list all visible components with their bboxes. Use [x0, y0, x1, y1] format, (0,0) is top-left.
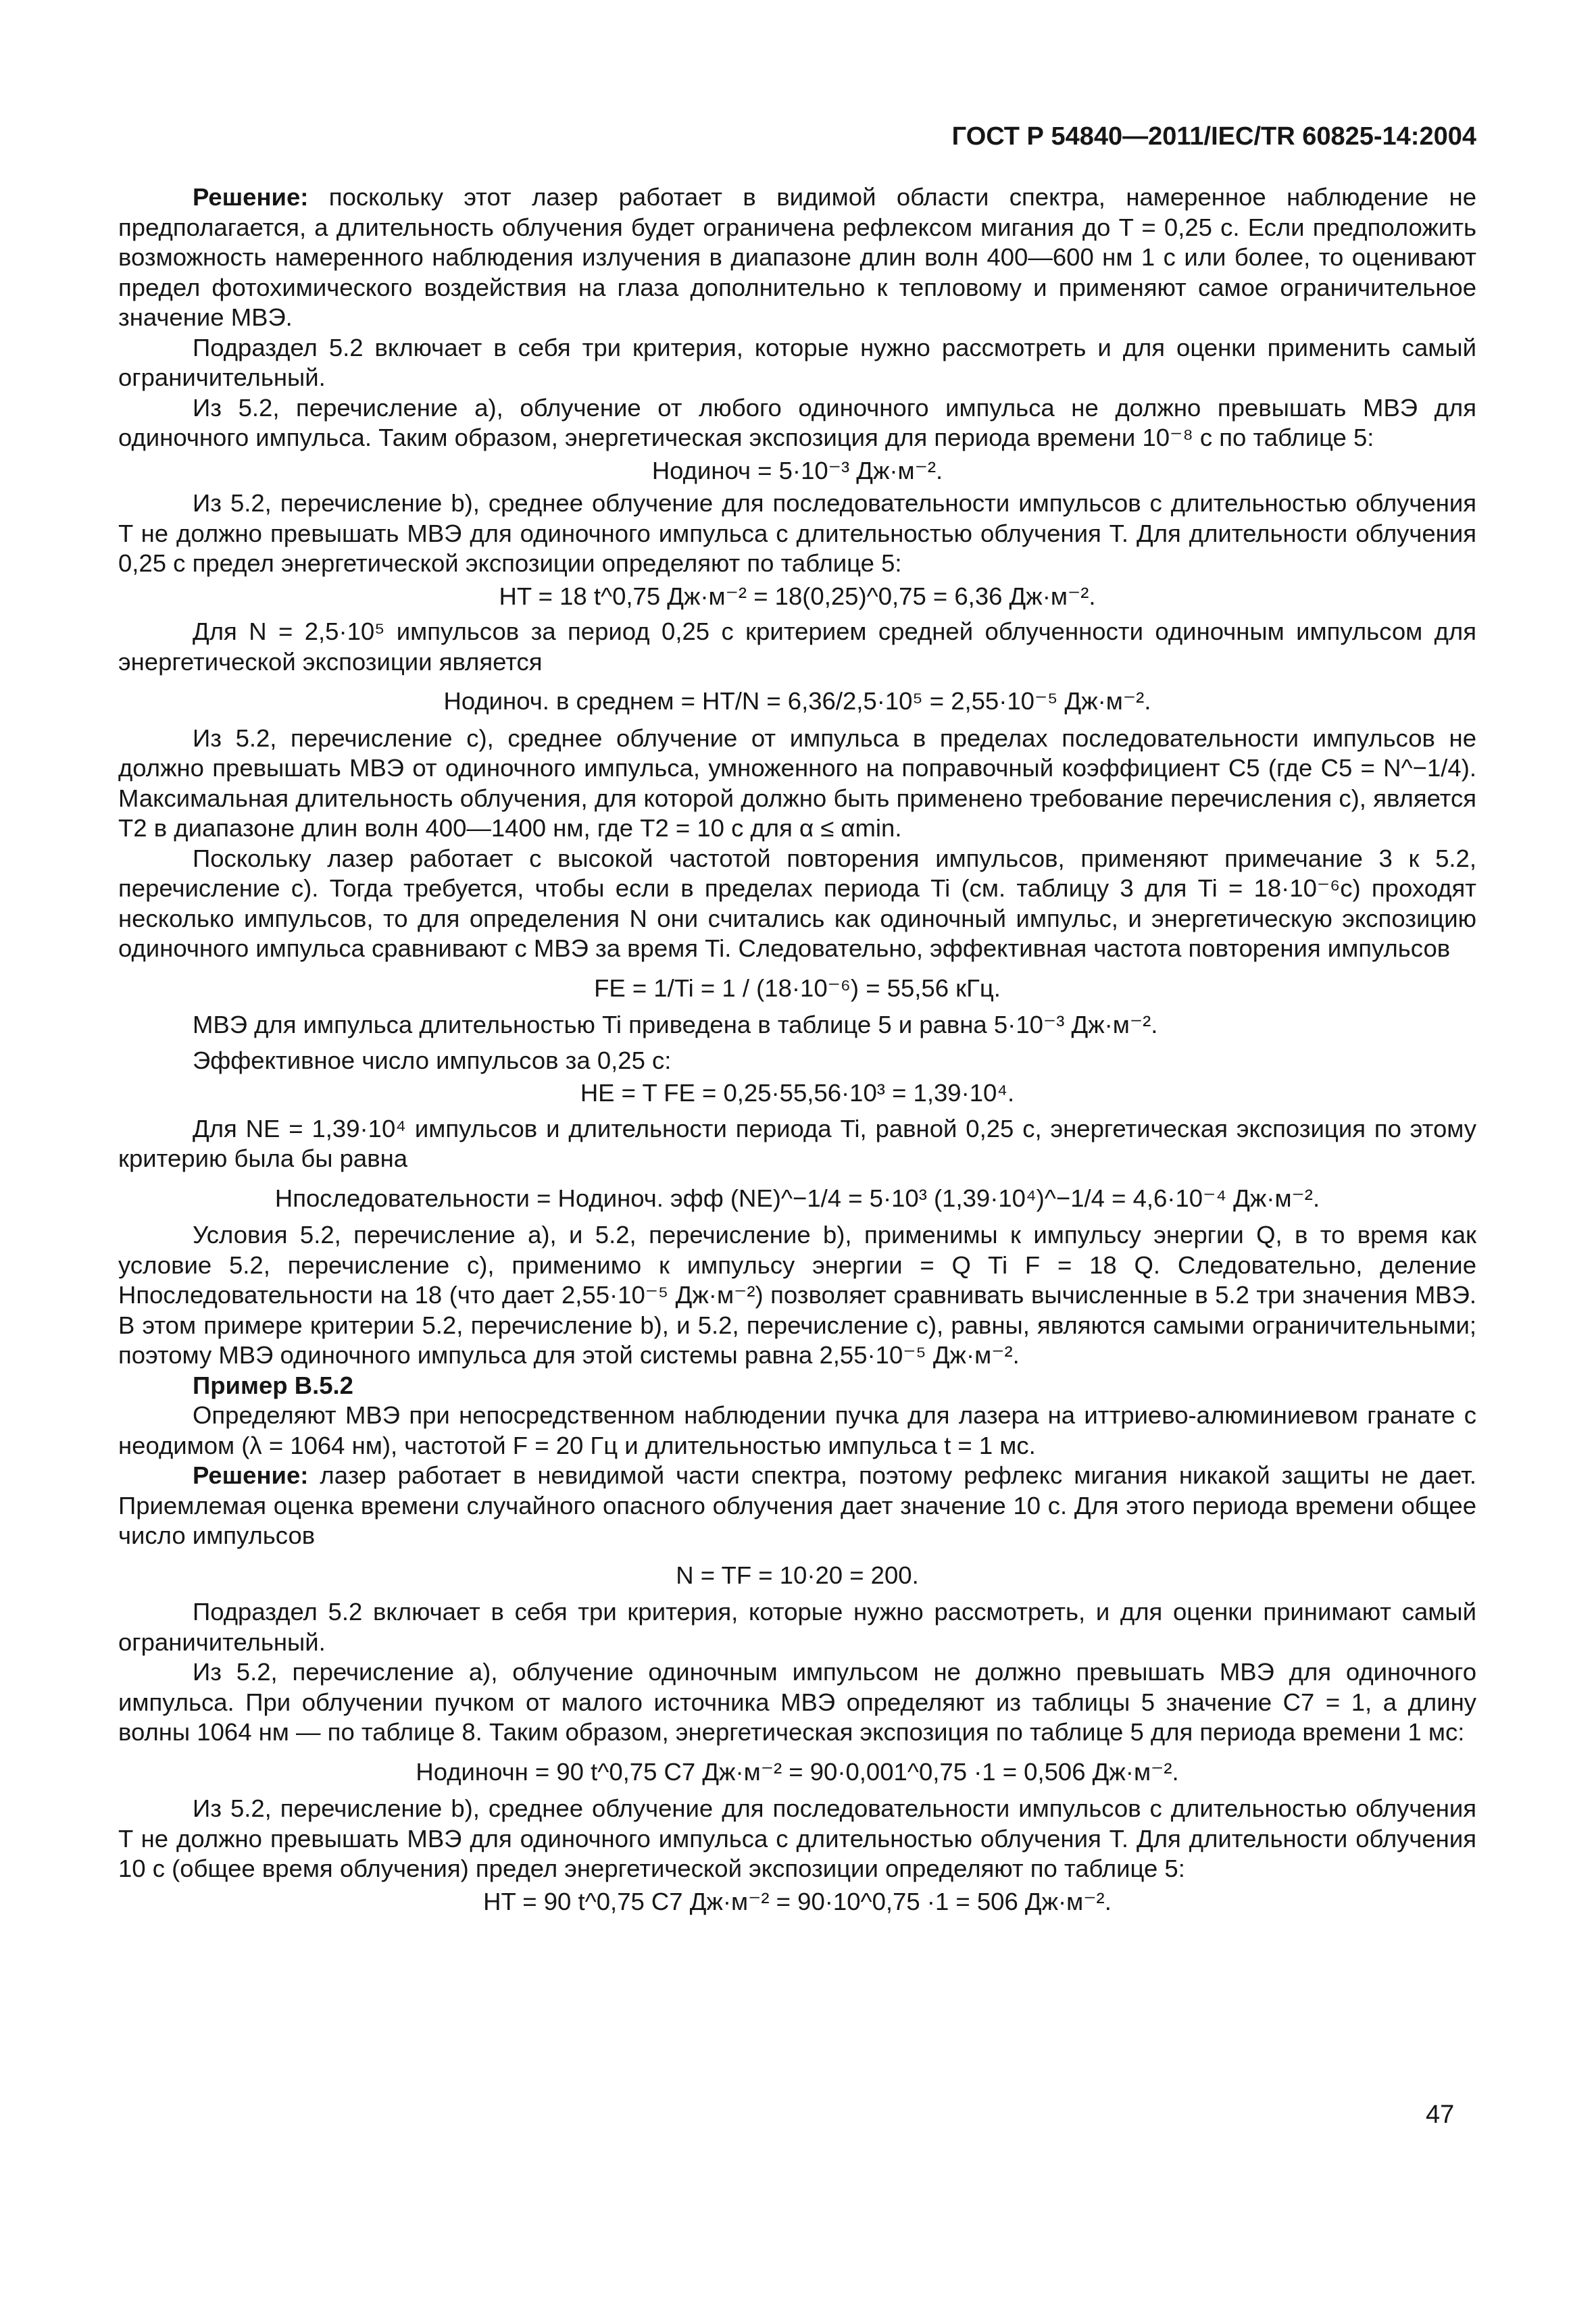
formula-6: Hпоследовательности = Hодиноч. эфф (NE)^−1/4 = 5·10³ (1,39·10⁴)^−1/4 = 4,6·10⁻⁴ Дж·м⁻².	[274, 1184, 1320, 1212]
formula-7: N = TF = 10·20 = 200.	[676, 1561, 919, 1589]
paragraph-9: Эффективное число импульсов за 0,25 с:	[193, 1046, 672, 1074]
paragraph-15: Из 5.2, перечисление a), облучение одиночным импульсом не должно превышать МВЭ для одиночного импульса. При облучении пучком от малого источника МВЭ определяют из таблицы 5 значение C7 = 1, а длину волны 1064 нм — по таблице 8. Таким образом, энергетическая экспозиция по таблице 5 для периода времени 1 мс:	[118, 1658, 1476, 1746]
paragraph-6: Из 5.2, перечисление c), среднее облучение от импульса в пределах последовательности импульсов не должно превышать МВЭ от одиночного импульса, умноженного на поправочный коэффициент C5 (где C5 = N^−1/4). Максимальная длительность облучения, для которой должно быть применено требование перечисления c), является T2 в диапазоне длин волн 400—1400 нм, где T2 = 10 с для α ≤ αmin.	[118, 724, 1476, 842]
formula-8: Hодиночн = 90 t^0,75 C7 Дж·м⁻² = 90·0,001^0,75 ·1 = 0,506 Дж·м⁻².	[416, 1757, 1179, 1786]
paragraph-13	[118, 1461, 1476, 1551]
solution-label: Решение:	[193, 183, 309, 211]
page-number: 47	[1426, 2101, 1455, 2129]
paragraph-1	[118, 182, 1476, 333]
paragraph-3: Из 5.2, перечисление a), облучение от любого одиночного импульса не должно превышать МВЭ для одиночного импульса. Таким образом, энергетическая экспозиция для периода времени 10⁻⁸ с по таблице 5:	[118, 393, 1476, 451]
paragraph-11: Условия 5.2, перечисление a), и 5.2, перечисление b), применимы к импульсу энергии Q, в то время как условие 5.2, перечисление c), применимо к импульсу энергии = Q Ti F = 18 Q. Следовательно, деление Hпоследовательности на 18 (что дает 2,55·10⁻⁵ Дж·м⁻²) позволяет сравнивать вычисленные в 5.2 три значения МВЭ. В этом примере критерии 5.2, перечисление b), и 5.2, перечисление c), равны, являются самыми ограничительными; поэтому МВЭ одиночного импульса для этой системы равна 2,55·10⁻⁵ Дж·м⁻².	[118, 1221, 1476, 1369]
formula-2: HT = 18 t^0,75 Дж·м⁻² = 18(0,25)^0,75 = 6,36 Дж·м⁻².	[499, 582, 1096, 610]
formula-9: HT = 90 t^0,75 C7 Дж·м⁻² = 90·10^0,75 ·1 = 506 Дж·м⁻².	[483, 1887, 1112, 1915]
paragraph-1-text: поскольку этот лазер работает в видимой области спектра, намеренное наблюдение не предполагается, а длительность облучения будет ограничена рефлексом мигания до T = 0,25 с. Если предположить возможность намеренного наблюдения излучения в диапазоне длин волн 400—600 нм 1 с или более, то оценивают предел фотохимического воздействия на глаза дополнительно к тепловому и применяют самое ограничительное значение МВЭ.	[118, 183, 1476, 331]
paragraph-7: Поскольку лазер работает с высокой частотой повторения импульсов, применяют примечание 3 к 5.2, перечисление c). Тогда требуется, чтобы если в пределах периода Ti (см. таблицу 3 для Ti = 18·10⁻⁶с) проходят несколько импульсов, то для определения N они считались как одиночный импульс, и энергетическую экспозицию одиночного импульса сравнивают с МВЭ за время Ti. Следовательно, эффективная частота повторения импульсов	[118, 844, 1476, 962]
paragraph-10: Для NE = 1,39·10⁴ импульсов и длительности периода Ti, равной 0,25 с, энергетическая экспозиция по этому критерию была бы равна	[118, 1114, 1476, 1172]
document-header: ГОСТ Р 54840—2011/IEC/TR 60825-14:2004	[951, 122, 1476, 151]
paragraph-2: Подраздел 5.2 включает в себя три критерия, которые нужно рассмотреть и для оценки применить самый ограничительный.	[118, 333, 1476, 391]
formula-5: HE = T FE = 0,25·55,56·10³ = 1,39·10⁴.	[580, 1079, 1015, 1107]
paragraph-5: Для N = 2,5·10⁵ импульсов за период 0,25 с критерием средней облученности одиночным импульсом для энергетической экспозиции является	[118, 618, 1476, 676]
formula-1: Hодиноч = 5·10⁻³ Дж·м⁻².	[651, 456, 943, 484]
paragraph-16: Из 5.2, перечисление b), среднее облучение для последовательности импульсов с длительностью облучения T не должно превышать МВЭ для одиночного импульса с длительностью облучения T. Для длительности облучения 10 с (общее время облучения) предел энергетической экспозиции определяют по таблице 5:	[118, 1794, 1476, 1882]
page-body	[118, 122, 1476, 1919]
formula-3: Hодиноч. в среднем = HT/N = 6,36/2,5·10⁵ = 2,55·10⁻⁵ Дж·м⁻².	[443, 687, 1151, 715]
paragraph-14: Подраздел 5.2 включает в себя три критерия, которые нужно рассмотреть, и для оценки принимают самый ограничительный.	[118, 1598, 1476, 1656]
paragraph-8: МВЭ для импульса длительностью Ti приведена в таблице 5 и равна 5·10⁻³ Дж·м⁻².	[193, 1011, 1158, 1038]
paragraph-13-text: лазер работает в невидимой части спектра, поэтому рефлекс мигания никакой защиты не дает. Приемлемая оценка времени случайного опасного облучения дает значение 10 с. Для этого периода времени общее число импульсов	[118, 1461, 1476, 1549]
paragraph-12: Определяют МВЭ при непосредственном наблюдении пучка для лазера на иттриево-алюминиевом гранате с неодимом (λ = 1064 нм), частотой F = 20 Гц и длительностью импульса t = 1 мс.	[118, 1401, 1476, 1459]
solution-label-2: Решение:	[193, 1461, 309, 1489]
paragraph-4: Из 5.2, перечисление b), среднее облучение для последовательности импульсов с длительностью облучения T не должно превышать МВЭ для одиночного импульса с длительностью облучения T. Для длительности облучения 0,25 с предел энергетической экспозиции определяют по таблице 5:	[118, 489, 1476, 577]
example-title: Пример В.5.2	[193, 1371, 353, 1399]
formula-4: FE = 1/Ti = 1 / (18·10⁻⁶) = 55,56 кГц.	[594, 974, 1001, 1002]
